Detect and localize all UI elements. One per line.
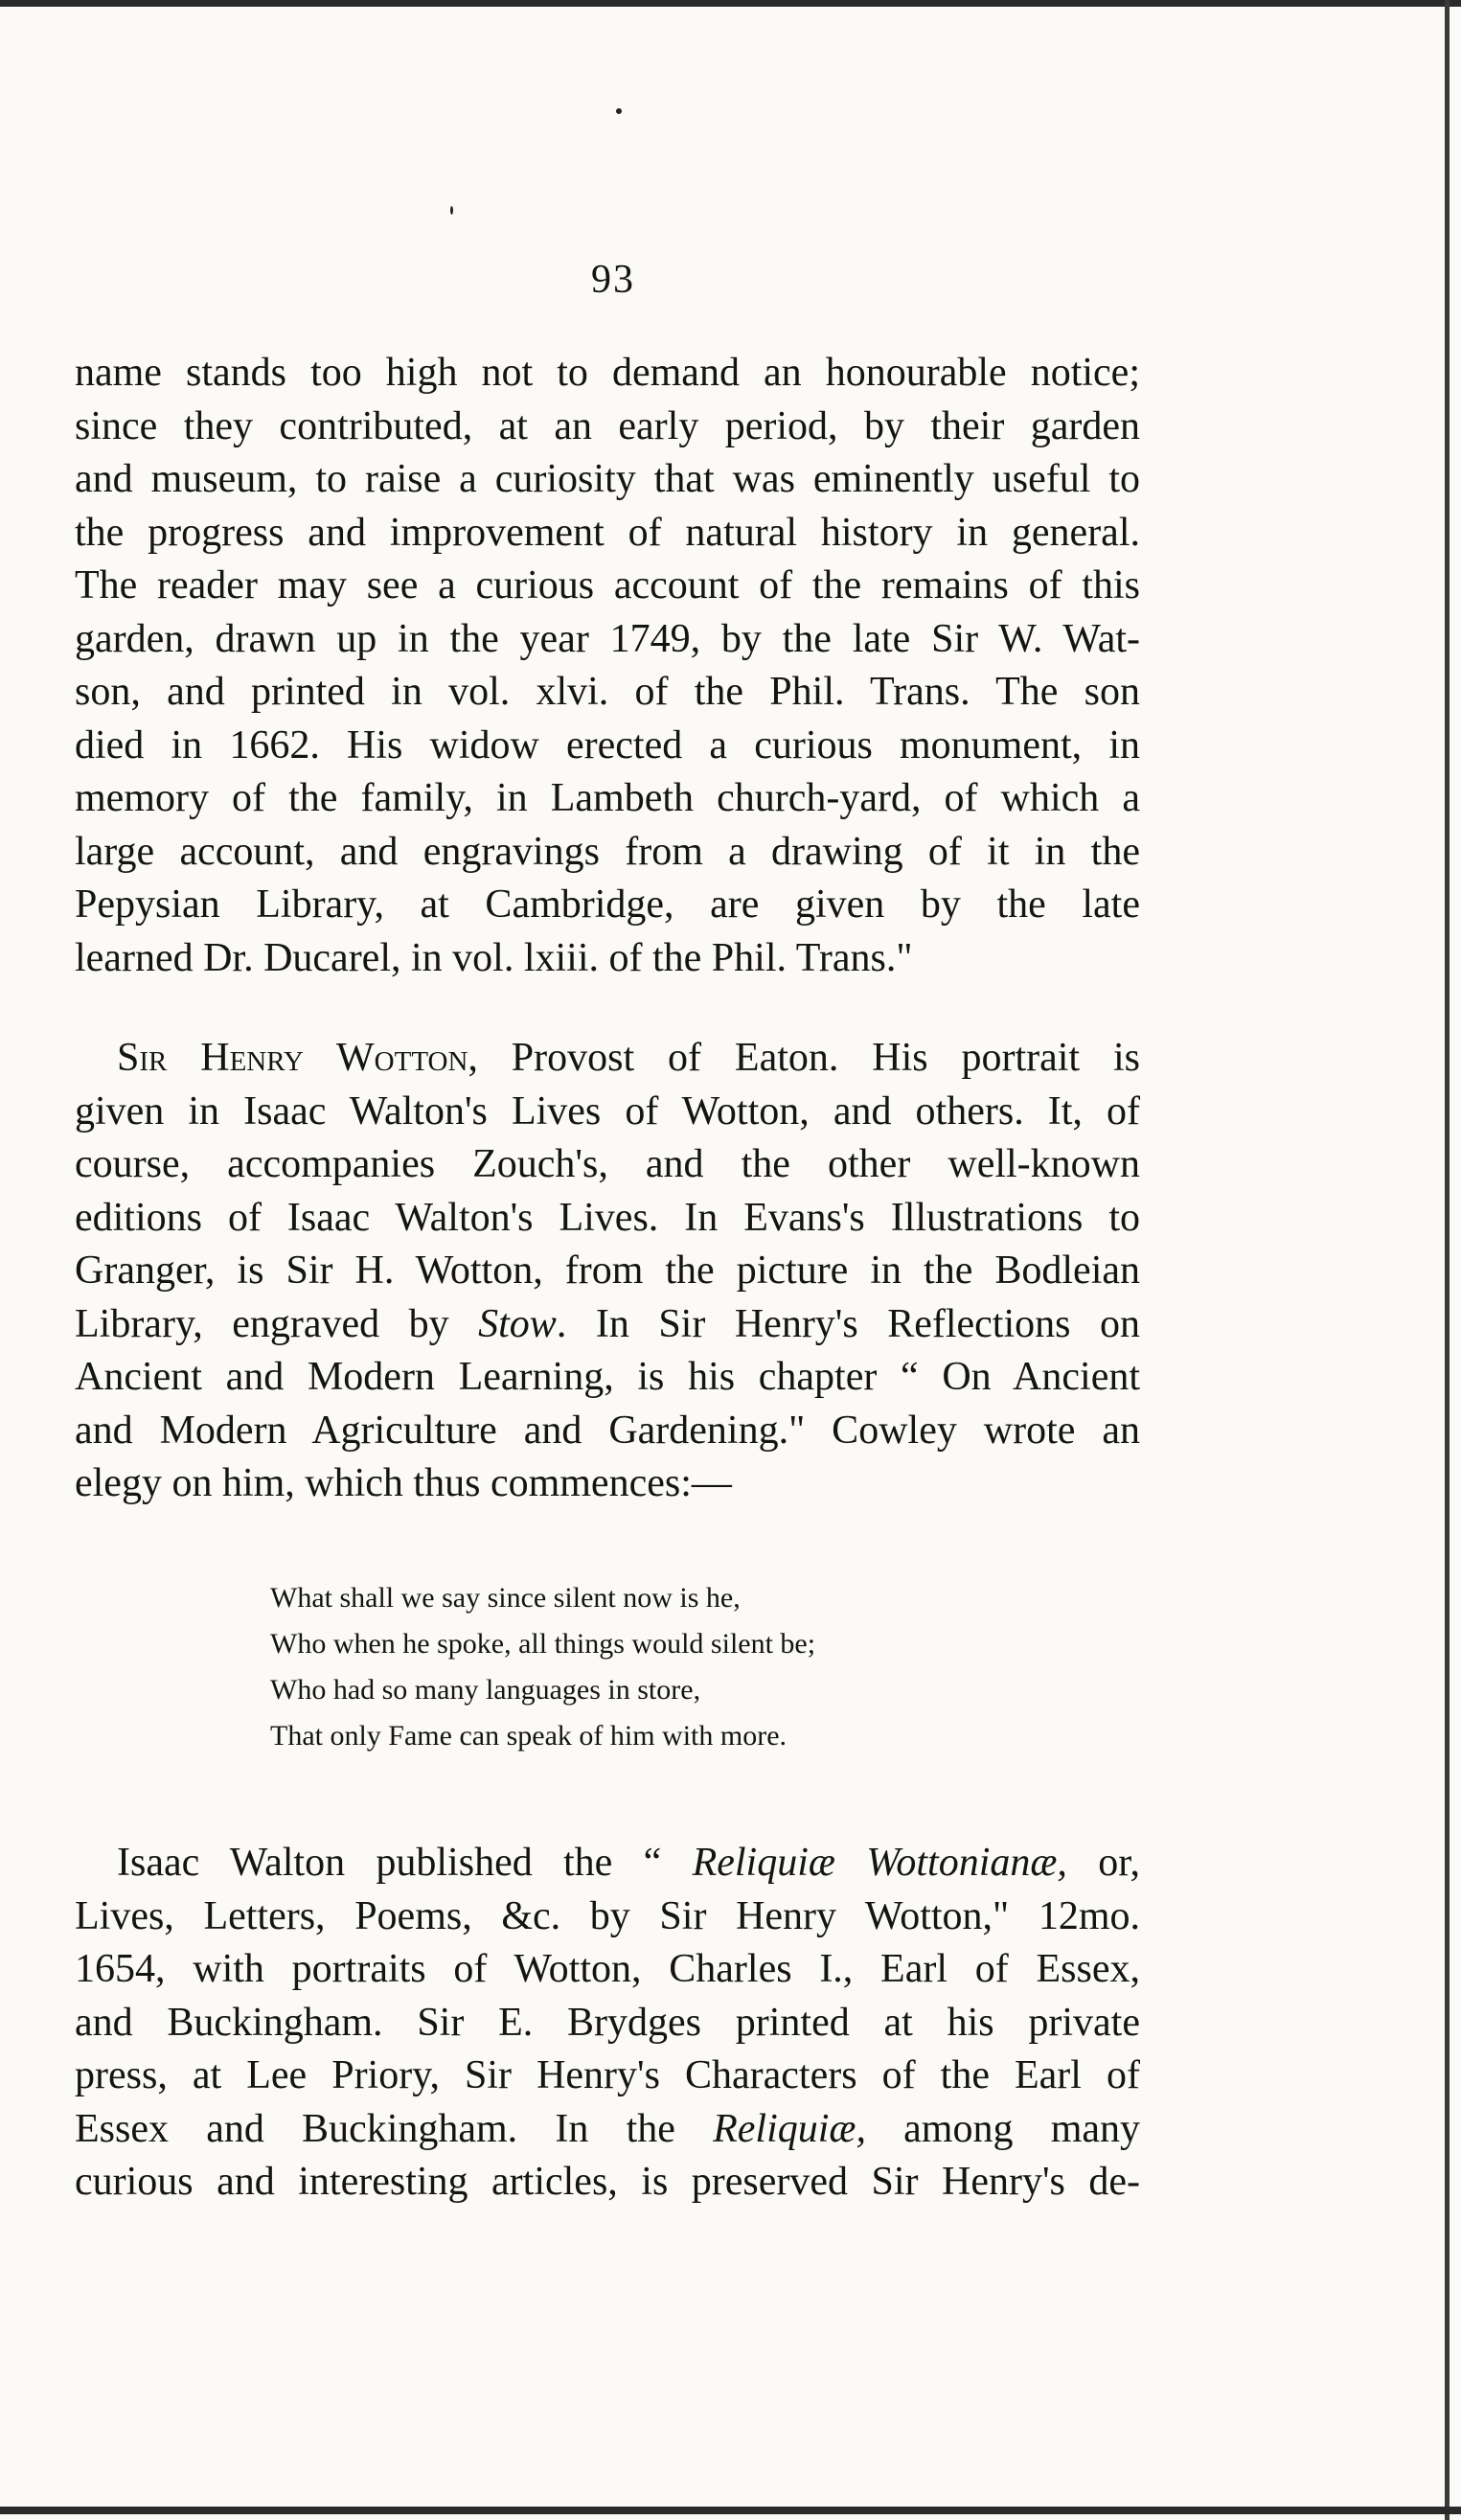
text-line: name stands too high not to demand an honourable notice; — [75, 351, 1140, 395]
verse-line: Who when he spoke, all things would silent be; — [270, 1628, 816, 1660]
text-line: Library, engraved by Stow. In Sir Henry's Reflections on — [75, 1301, 1140, 1346]
text-line: Ancient and Modern Learning, is his chapter “ On Ancient — [75, 1355, 1140, 1399]
text-line: since they contributed, at an early period, by their garden — [75, 403, 1140, 448]
text-line: given in Isaac Walton's Lives of Wotton, and others. It, of — [75, 1088, 1140, 1134]
text-line: Isaac Walton published the “ Reliquiæ Wottonianæ, or, — [117, 1841, 1140, 1885]
text-line: Sir Henry Wotton, Provost of Eaton. His portrait is — [117, 1036, 1140, 1080]
text-line: press, at Lee Priory, Sir Henry's Characters of the Earl of — [75, 2053, 1140, 2097]
text-line: Pepysian Library, at Cambridge, are given by the late — [75, 882, 1140, 927]
person-name: Sir Henry Wotton — [117, 1036, 468, 1080]
paragraph-continuation — [75, 347, 1140, 985]
text-line: The reader may see a curious account of the remains of this — [75, 563, 1140, 607]
text-line: Granger, is Sir H. Wotton, from the picture in the Bodleian — [75, 1249, 1140, 1293]
text-line: 1654, with portraits of Wotton, Charles I., Earl of Essex, — [75, 1947, 1140, 1991]
text-line: curious and interesting articles, is preserved Sir Henry's de- — [75, 2160, 1140, 2204]
text-line: editions of Isaac Walton's Lives. In Evans's Illustrations to — [75, 1195, 1140, 1240]
text-line: learned Dr. Ducarel, in vol. lxiii. of the Phil. Trans." — [75, 935, 913, 980]
verse-quotation — [270, 1575, 1037, 1759]
text-line: and Modern Agriculture and Gardening." Cowley wrote an — [75, 1408, 1140, 1453]
text-line: Lives, Letters, Poems, &c. by Sir Henry Wotton," 12mo. — [75, 1893, 1140, 1938]
book-title: Reliquiæ, — [713, 2106, 866, 2151]
text-line: the progress and improvement of natural history in general. — [75, 510, 1140, 555]
text-line: and museum, to raise a curiosity that was eminently useful to — [75, 457, 1140, 501]
book-title: Reliquiæ Wottonianæ, — [692, 1841, 1067, 1885]
text-line: garden, drawn up in the year 1749, by the late Sir W. Wat- — [75, 616, 1140, 661]
text-line: elegy on him, which thus commences:— — [75, 1461, 732, 1505]
verse-line: What shall we say since silent now is he, — [270, 1582, 741, 1614]
engraver-name: Stow — [478, 1301, 557, 1346]
text-line: Essex and Buckingham. In the Reliquiæ, among many — [75, 2106, 1140, 2151]
page-number: 93 — [591, 258, 635, 302]
paragraph-wotton — [75, 1032, 1140, 1511]
ink-speck — [450, 206, 453, 215]
scan-right-edge — [1445, 0, 1450, 2520]
ink-speck — [616, 108, 622, 114]
verse-line: Who had so many languages in store, — [270, 1674, 701, 1706]
text-line: died in 1662. His widow erected a curious monument, in — [75, 722, 1140, 767]
scan-top-edge — [0, 0, 1461, 7]
verse-line: That only Fame can speak of him with more. — [270, 1720, 788, 1752]
paragraph-reliquiae — [75, 1837, 1140, 2210]
text-line: large account, and engravings from a drawing of it in the — [75, 829, 1140, 874]
text-line: course, accompanies Zouch's, and the other well-known — [75, 1142, 1140, 1186]
text-line: memory of the family, in Lambeth church-yard, of which a — [75, 776, 1140, 820]
scan-bottom-edge — [0, 2507, 1461, 2514]
text-line: son, and printed in vol. xlvi. of the Phil. Trans. The son — [75, 670, 1140, 714]
text-line: and Buckingham. Sir E. Brydges printed at his private — [75, 2000, 1140, 2045]
